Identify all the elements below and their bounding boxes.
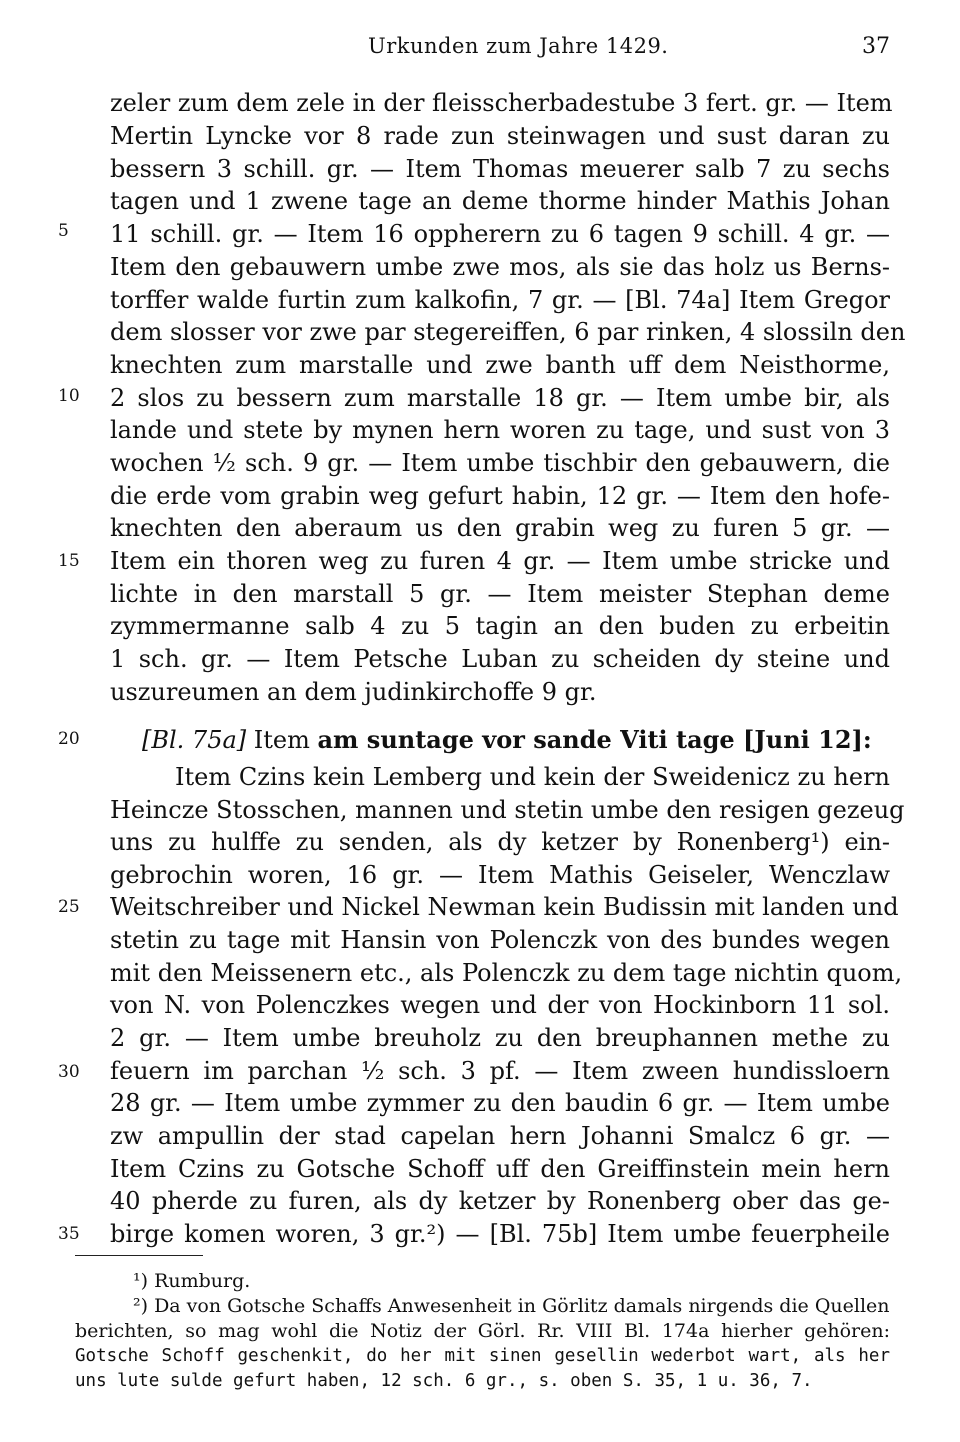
text-line: torffer walde furtin zum kalkofin, 7 gr. — [Bl. 74a] Item Gregor	[110, 286, 890, 314]
text-line: wochen ½ sch. 9 gr. — Item umbe tischbir den gebauwern, die	[110, 449, 890, 477]
text-line: 1 sch. gr. — Item Petsche Luban zu scheiden dy steine und	[110, 645, 890, 673]
footnote-2-line: ²) Da von Gotsche Schaffs Anwesenheit in Görlitz damals nirgends die Quellen	[133, 1295, 890, 1317]
text-line: lande und stete by mynen hern woren zu tage, und sust von 3	[110, 416, 890, 444]
text-line: tagen und 1 zwene tage an deme thorme hinder Mathis Johan	[110, 187, 890, 215]
text-line: 2 slos zu bessern zum marstalle 18 gr. — Item umbe bir, als	[110, 384, 890, 412]
text-line: bessern 3 schill. gr. — Item Thomas meuerer salb 7 zu sechs	[110, 155, 890, 183]
text-line: Item Czins kein Lemberg und kein der Sweidenicz zu hern	[175, 763, 890, 791]
line-number: 25	[58, 897, 80, 917]
line-number: 30	[58, 1062, 80, 1082]
section-heading-pre: Item	[246, 726, 318, 754]
text-line: feuern im parchan ½ sch. 3 pf. — Item zween hundissloern	[110, 1057, 890, 1085]
text-line: Item ein thoren weg zu furen 4 gr. — Item umbe stricke und	[110, 547, 890, 575]
text-line: uns zu hulffe zu senden, als dy ketzer by Ronenberg¹) ein-	[110, 828, 890, 856]
text-line: die erde vom grabin weg gefurt habin, 12 gr. — Item den hofe-	[110, 482, 890, 510]
footnote-1: ¹) Rumburg.	[133, 1270, 251, 1292]
running-title: Urkunden zum Jahre 1429.	[368, 34, 669, 58]
text-line: Heincze Stosschen, mannen und stetin umbe den resigen gezeug	[110, 796, 905, 824]
footnote-2-line: Gotsche Schoff geschenkit, do her mit sinen gesellin wederbot wart, als her	[75, 1346, 890, 1366]
text-line: Weitschreiber und Nickel Newman kein Budissin mit landen und	[110, 893, 899, 921]
text-line: uszureumen an dem judinkirchoffe 9 gr.	[110, 678, 597, 706]
line-number: 20	[58, 729, 80, 749]
text-line: birge komen woren, 3 gr.²) — [Bl. 75b] Item umbe feuerpheile	[110, 1220, 890, 1248]
footnote-rule	[75, 1255, 203, 1256]
section-heading-line	[142, 723, 890, 757]
text-line: knechten zum marstalle und zwe banth uff dem Neisthorme,	[110, 351, 890, 379]
text-line: Item den gebauwern umbe zwe mos, als sie das holz us Berns-	[110, 253, 890, 281]
folio-reference: [Bl. 75a]	[142, 726, 247, 754]
text-line: zw ampullin der stad capelan hern Johanni Smalcz 6 gr. —	[110, 1122, 890, 1150]
text-line: 40 pherde zu furen, als dy ketzer by Ronenberg ober das ge-	[110, 1187, 890, 1215]
text-line: Mertin Lyncke vor 8 rade zun steinwagen und sust daran zu	[110, 122, 890, 150]
page-header	[110, 34, 890, 70]
line-number: 5	[58, 221, 69, 241]
text-line: Item Czins zu Gotsche Schoff uff den Greiffinstein mein hern	[110, 1155, 890, 1183]
text-line: mit den Meissenern etc., als Polenczk zu dem tage nichtin quom,	[110, 959, 903, 987]
line-number: 10	[58, 386, 80, 406]
footnote-2-line: berichten, so mag wohl die Notiz der Görl. Rr. VIII Bl. 174a hierher gehören:	[75, 1320, 890, 1342]
footnote-2-line: uns lute sulde gefurt haben, 12 sch. 6 gr., s. oben S. 35, 1 u. 36, 7.	[75, 1371, 813, 1391]
text-line: 11 schill. gr. — Item 16 oppherern zu 6 tagen 9 schill. 4 gr. —	[110, 220, 890, 248]
text-line: 28 gr. — Item umbe zymmer zu den baudin 6 gr. — Item umbe	[110, 1089, 890, 1117]
text-line: zymmermanne salb 4 zu 5 tagin an den buden zu erbeitin	[110, 612, 890, 640]
line-number: 15	[58, 551, 80, 571]
text-line: gebrochin woren, 16 gr. — Item Mathis Geiseler, Wenczlaw	[110, 861, 890, 889]
text-line: dem slosser vor zwe par stegereiffen, 6 par rinken, 4 slossiln den	[110, 318, 906, 346]
text-line: lichte in den marstall 5 gr. — Item meister Stephan deme	[110, 580, 890, 608]
section-heading-date: am suntage vor sande Viti tage [Juni 12]:	[317, 725, 872, 754]
line-number: 35	[58, 1224, 80, 1244]
text-line: stetin zu tage mit Hansin von Polenczk von des bundes wegen	[110, 926, 890, 954]
page-number: 37	[862, 34, 890, 59]
text-line: von N. von Polenczkes wegen und der von Hockinborn 11 sol.	[110, 991, 890, 1019]
text-line: knechten den aberaum us den grabin weg zu furen 5 gr. —	[110, 514, 890, 542]
text-line: zeler zum dem zele in der fleisscherbadestube 3 fert. gr. — Item	[110, 89, 893, 117]
text-line: 2 gr. — Item umbe breuholz zu den breuphannen methe zu	[110, 1024, 890, 1052]
